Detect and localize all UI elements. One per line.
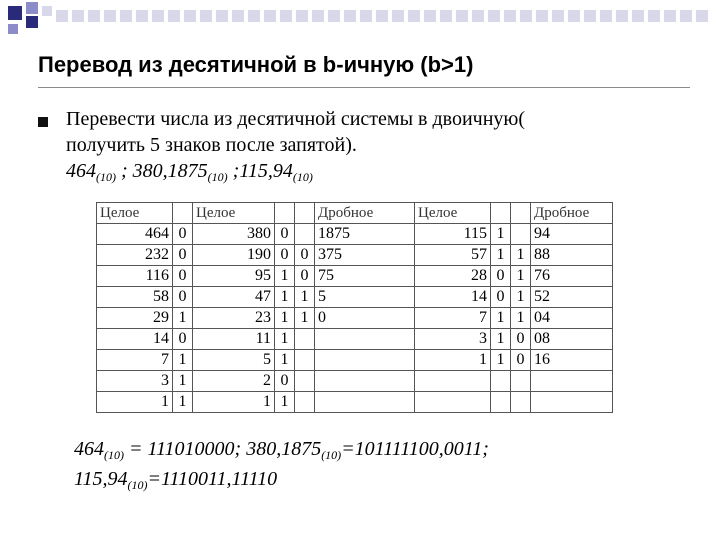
table-header-cell xyxy=(511,203,531,224)
table-cell: 1 xyxy=(275,392,295,413)
table-cell: 0 xyxy=(315,308,415,329)
decorative-square xyxy=(424,10,436,22)
number-value: 115,94 xyxy=(239,160,293,182)
table-cell: 3 xyxy=(97,371,173,392)
decorative-square xyxy=(216,10,228,22)
decorative-square xyxy=(408,10,420,22)
table-cell: 29 xyxy=(97,308,173,329)
table-cell xyxy=(295,224,315,245)
table-cell xyxy=(315,350,415,371)
decorative-square xyxy=(280,10,292,22)
table-header-cell xyxy=(491,203,511,224)
decorative-square xyxy=(26,16,38,28)
bullet-square-icon xyxy=(38,117,48,127)
decorative-header-pattern xyxy=(0,0,720,40)
decorative-square xyxy=(360,10,372,22)
table-cell: 57 xyxy=(415,245,491,266)
table-cell: 116 xyxy=(97,266,173,287)
table-cell xyxy=(415,392,491,413)
slide-title: Перевод из десятичной в b-ичную (b>1) xyxy=(38,52,474,77)
result-binary: =1110011,11110 xyxy=(147,468,278,490)
table-cell: 11 xyxy=(193,329,275,350)
table-cell: 08 xyxy=(531,329,613,350)
number-base: (10) xyxy=(207,170,228,184)
decorative-square xyxy=(584,10,596,22)
number-value: 464 xyxy=(66,160,96,182)
table-header-cell: Целое xyxy=(415,203,491,224)
decorative-square xyxy=(104,10,116,22)
table-cell: 0 xyxy=(173,245,193,266)
table-header-cell xyxy=(295,203,315,224)
task-text xyxy=(66,106,525,184)
table-cell: 1 xyxy=(491,308,511,329)
table-cell: 47 xyxy=(193,287,275,308)
result-text xyxy=(74,434,489,494)
table-cell: 94 xyxy=(531,224,613,245)
table-row xyxy=(97,392,613,413)
table-row xyxy=(97,371,613,392)
decorative-square xyxy=(472,10,484,22)
decorative-square xyxy=(264,10,276,22)
decorative-square xyxy=(680,10,692,22)
table-row xyxy=(97,245,613,266)
table-cell: 1 xyxy=(173,308,193,329)
table-cell: 14 xyxy=(415,287,491,308)
table-cell: 0 xyxy=(295,245,315,266)
table-cell: 1 xyxy=(491,245,511,266)
table-row xyxy=(97,224,613,245)
table-cell: 1875 xyxy=(315,224,415,245)
table-cell: 1 xyxy=(97,392,173,413)
table-cell: 1 xyxy=(275,329,295,350)
table-row xyxy=(97,350,613,371)
number-separator: ; xyxy=(227,160,240,182)
table-cell xyxy=(295,392,315,413)
table-cell xyxy=(511,392,531,413)
table-cell: 1 xyxy=(173,371,193,392)
table-row xyxy=(97,266,613,287)
decorative-square xyxy=(344,10,356,22)
table-cell: 190 xyxy=(193,245,275,266)
table-cell: 1 xyxy=(491,350,511,371)
table-cell xyxy=(295,329,315,350)
table-cell: 1 xyxy=(275,350,295,371)
table-cell: 0 xyxy=(173,224,193,245)
table-cell: 5 xyxy=(315,287,415,308)
table-cell: 1 xyxy=(511,287,531,308)
table-cell xyxy=(415,371,491,392)
result-base: (10) xyxy=(321,448,342,462)
table-cell: 1 xyxy=(491,329,511,350)
table-cell: 380 xyxy=(193,224,275,245)
table-cell: 28 xyxy=(415,266,491,287)
title-divider xyxy=(38,87,690,88)
decorative-square xyxy=(8,6,22,20)
table-cell: 115 xyxy=(415,224,491,245)
table-cell: 464 xyxy=(97,224,173,245)
table-cell xyxy=(295,350,315,371)
table-cell: 0 xyxy=(275,371,295,392)
table-cell xyxy=(315,392,415,413)
decorative-square xyxy=(56,10,68,22)
number-base: (10) xyxy=(292,170,313,184)
result-line-1 xyxy=(74,434,489,464)
table-cell: 7 xyxy=(415,308,491,329)
table-cell xyxy=(315,329,415,350)
decorative-square xyxy=(664,10,676,22)
decorative-square xyxy=(648,10,660,22)
table-cell: 5 xyxy=(193,350,275,371)
table-cell xyxy=(531,392,613,413)
decorative-square xyxy=(504,10,516,22)
table-cell: 14 xyxy=(97,329,173,350)
table-cell xyxy=(315,371,415,392)
table-cell: 75 xyxy=(315,266,415,287)
table-header-cell: Дробное xyxy=(531,203,613,224)
table-header-cell: Дробное xyxy=(315,203,415,224)
table-cell: 0 xyxy=(491,266,511,287)
table-cell xyxy=(531,371,613,392)
table-cell: 375 xyxy=(315,245,415,266)
table-cell: 1 xyxy=(511,266,531,287)
number-separator: ; xyxy=(116,160,133,182)
decorative-square xyxy=(200,10,212,22)
table-cell: 232 xyxy=(97,245,173,266)
table-cell: 1 xyxy=(193,392,275,413)
decorative-square xyxy=(376,10,388,22)
table-cell: 1 xyxy=(295,287,315,308)
decorative-square xyxy=(120,10,132,22)
table-header-row xyxy=(97,203,613,224)
decorative-square xyxy=(72,10,84,22)
table-cell: 1 xyxy=(511,308,531,329)
decorative-square xyxy=(488,10,500,22)
table-cell: 1 xyxy=(491,224,511,245)
table-cell: 1 xyxy=(275,308,295,329)
table-cell: 3 xyxy=(415,329,491,350)
table-header-cell: Целое xyxy=(97,203,173,224)
decorative-square xyxy=(152,10,164,22)
number-value: 380,1875 xyxy=(132,160,208,182)
table-cell: 1 xyxy=(275,266,295,287)
decorative-square xyxy=(440,10,452,22)
table-row xyxy=(97,287,613,308)
table-cell: 58 xyxy=(97,287,173,308)
table-cell: 0 xyxy=(491,287,511,308)
result-binary: =101111100,0011; xyxy=(341,438,489,460)
result-line-2 xyxy=(74,464,489,494)
decorative-square xyxy=(184,10,196,22)
table-cell: 88 xyxy=(531,245,613,266)
result-binary: = 111010000; 380,1875 xyxy=(124,438,322,460)
table-cell: 0 xyxy=(173,287,193,308)
table-cell: 2 xyxy=(193,371,275,392)
decorative-square xyxy=(232,10,244,22)
decorative-square xyxy=(616,10,628,22)
table-row xyxy=(97,308,613,329)
table-cell: 0 xyxy=(275,224,295,245)
table-cell: 52 xyxy=(531,287,613,308)
table-cell: 04 xyxy=(531,308,613,329)
table-cell: 0 xyxy=(173,329,193,350)
result-base: (10) xyxy=(127,478,148,492)
decorative-square xyxy=(696,10,708,22)
table-cell: 1 xyxy=(511,245,531,266)
table-cell: 76 xyxy=(531,266,613,287)
decorative-square xyxy=(600,10,612,22)
table-header-cell: Целое xyxy=(193,203,275,224)
table-cell: 1 xyxy=(275,287,295,308)
decorative-square xyxy=(552,10,564,22)
table-cell xyxy=(295,371,315,392)
decorative-square xyxy=(168,10,180,22)
decorative-square xyxy=(136,10,148,22)
decorative-square xyxy=(88,10,100,22)
table-row xyxy=(97,329,613,350)
table-cell xyxy=(511,371,531,392)
decorative-square xyxy=(568,10,580,22)
table-cell: 1 xyxy=(173,392,193,413)
table-cell xyxy=(491,392,511,413)
result-value: 464 xyxy=(74,438,104,460)
task-line-2: получить 5 знаков после запятой). xyxy=(66,134,357,156)
decorative-square xyxy=(8,24,18,34)
table-cell: 0 xyxy=(511,350,531,371)
task-line-1: Перевести числа из десятичной системы в двоичную( xyxy=(66,108,526,130)
decorative-square xyxy=(520,10,532,22)
result-base: (10) xyxy=(104,448,124,462)
decorative-square xyxy=(536,10,548,22)
table-cell xyxy=(511,224,531,245)
table-cell: 0 xyxy=(511,329,531,350)
decorative-square xyxy=(26,2,38,14)
table-cell: 0 xyxy=(173,266,193,287)
conversion-table xyxy=(96,202,613,413)
decorative-square xyxy=(248,10,260,22)
table-cell xyxy=(491,371,511,392)
decorative-square xyxy=(42,6,52,16)
table-cell: 0 xyxy=(295,266,315,287)
table-cell: 1 xyxy=(415,350,491,371)
table-cell: 95 xyxy=(193,266,275,287)
table-header-cell xyxy=(173,203,193,224)
decorative-square xyxy=(392,10,404,22)
table-cell: 7 xyxy=(97,350,173,371)
decorative-square xyxy=(312,10,324,22)
table-header-cell xyxy=(275,203,295,224)
decorative-square xyxy=(632,10,644,22)
task-numbers xyxy=(66,158,525,184)
table-cell: 23 xyxy=(193,308,275,329)
decorative-square xyxy=(328,10,340,22)
table-cell: 1 xyxy=(173,350,193,371)
table-cell: 16 xyxy=(531,350,613,371)
decorative-square xyxy=(456,10,468,22)
number-base: (10) xyxy=(96,170,116,184)
decorative-square xyxy=(296,10,308,22)
table-cell: 1 xyxy=(295,308,315,329)
table-cell: 0 xyxy=(275,245,295,266)
result-value: 115,94 xyxy=(74,468,128,490)
